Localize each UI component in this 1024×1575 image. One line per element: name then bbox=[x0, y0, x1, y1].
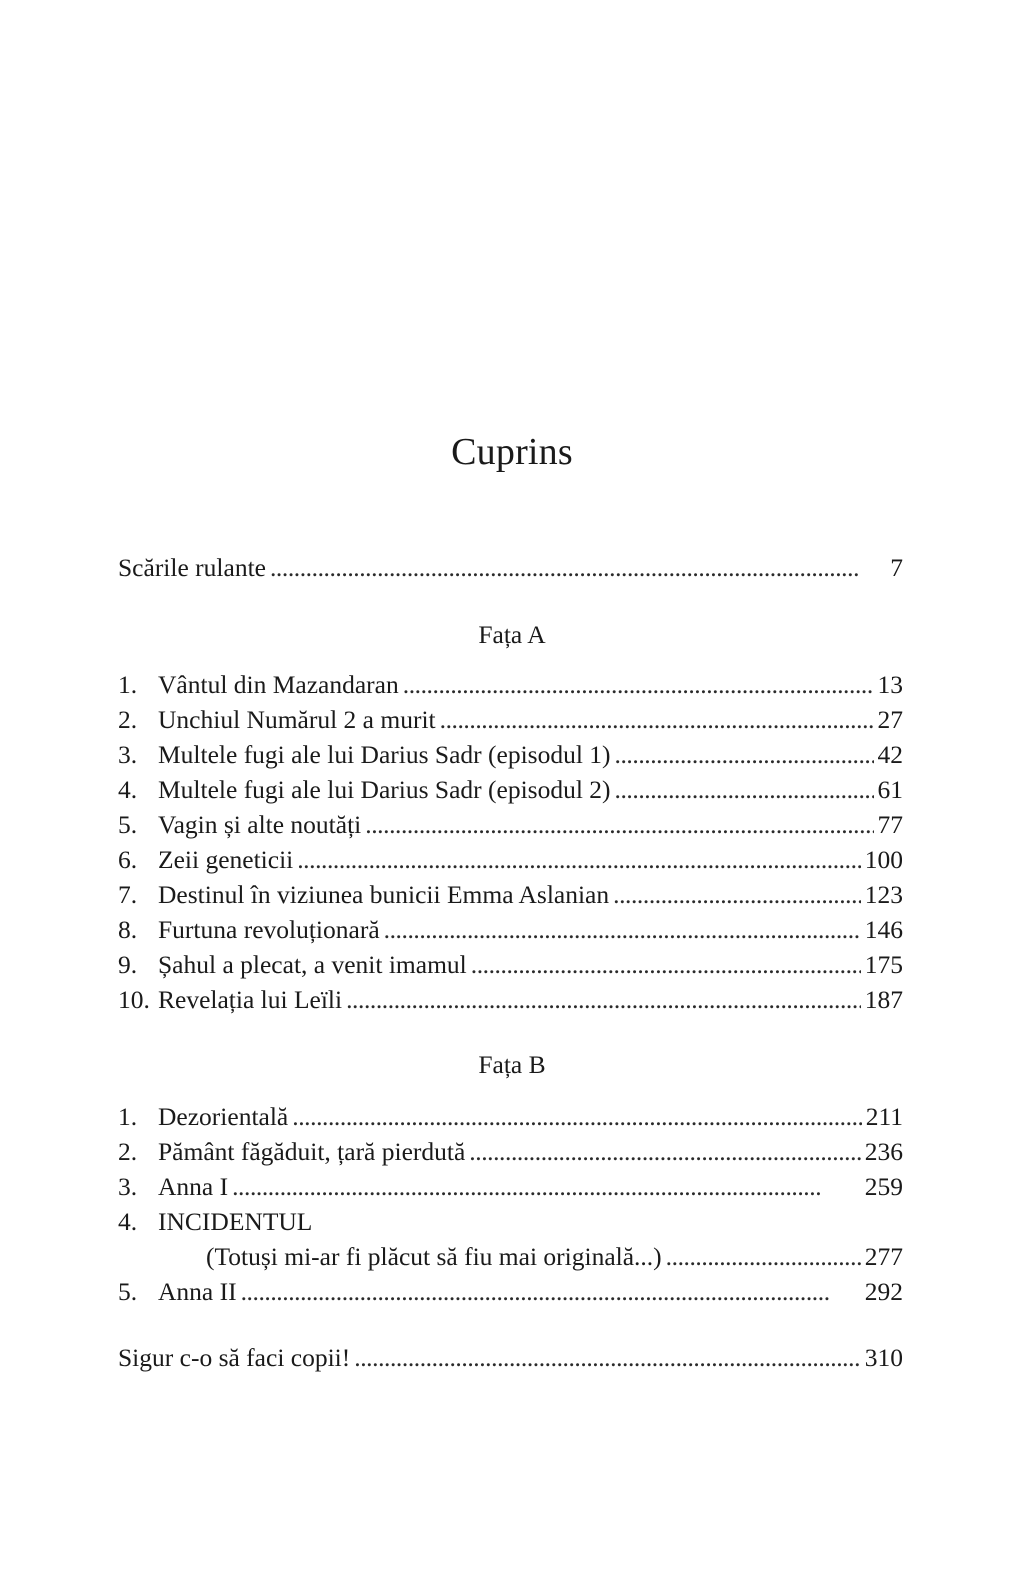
toc-entry-number: 4. bbox=[118, 1207, 138, 1236]
toc-entry-page: 13 bbox=[877, 670, 903, 699]
dot-leader bbox=[292, 1100, 861, 1134]
toc-entry bbox=[118, 1100, 903, 1134]
toc-entry-title: Șahul a plecat, a venit imamul bbox=[158, 950, 467, 979]
toc-entry-title: Pământ făgăduit, țară pierdută bbox=[158, 1137, 466, 1166]
toc-entry-number: 1. bbox=[118, 1102, 138, 1131]
dot-leader bbox=[365, 808, 873, 842]
toc-entry-number: 10. bbox=[118, 985, 150, 1014]
toc-entry-number: 9. bbox=[118, 950, 138, 979]
toc-entry-page: 292 bbox=[864, 1277, 903, 1306]
dot-leader bbox=[232, 1170, 861, 1204]
toc-entry-number: 1. bbox=[118, 670, 138, 699]
dot-leader bbox=[615, 738, 874, 772]
toc-entry-number: 3. bbox=[118, 740, 138, 769]
page-title: Cuprins bbox=[451, 431, 573, 473]
toc-entry-page: 187 bbox=[864, 985, 903, 1014]
dot-leader bbox=[403, 668, 874, 702]
toc-entry bbox=[118, 948, 903, 982]
toc-entry-number: 8. bbox=[118, 915, 138, 944]
dot-leader bbox=[297, 843, 861, 877]
toc-entry-page: 146 bbox=[864, 915, 903, 944]
toc-entry bbox=[118, 913, 903, 947]
toc-entry-page: 27 bbox=[877, 705, 903, 734]
toc-entry-page: 100 bbox=[864, 845, 903, 874]
toc-entry-title: Unchiul Numărul 2 a murit bbox=[158, 705, 436, 734]
dot-leader bbox=[384, 913, 861, 947]
toc-entry-title: Multele fugi ale lui Darius Sadr (episodul 1) bbox=[158, 740, 611, 769]
dot-leader bbox=[469, 1135, 860, 1169]
toc-entry-page: 42 bbox=[877, 740, 903, 769]
toc-entry-title: Anna I bbox=[158, 1172, 229, 1201]
dot-leader bbox=[471, 948, 861, 982]
toc-entry bbox=[118, 878, 903, 912]
toc-entry-title: Dezorientală bbox=[158, 1102, 289, 1131]
toc-entry-page: 236 bbox=[864, 1137, 903, 1166]
dot-leader bbox=[241, 1275, 861, 1309]
toc-entry-outro bbox=[118, 1341, 903, 1375]
toc-entry-title: Destinul în viziunea bunicii Emma Aslanian bbox=[158, 880, 610, 909]
toc-entry-page: 175 bbox=[864, 950, 903, 979]
toc-entry-page: 123 bbox=[864, 880, 903, 909]
dot-leader bbox=[354, 1341, 860, 1375]
toc-entry-number: 5. bbox=[118, 810, 138, 839]
toc-entry-title: Zeii geneticii bbox=[158, 845, 294, 874]
toc-entry-page: 277 bbox=[864, 1242, 903, 1271]
toc-entry-intro bbox=[118, 551, 903, 585]
toc-entry-title: Sigur c-o să faci copii! bbox=[118, 1343, 351, 1372]
dot-leader bbox=[615, 773, 874, 807]
toc-entry-number: 4. bbox=[118, 775, 138, 804]
toc-entry bbox=[118, 1135, 903, 1169]
toc-entry bbox=[118, 843, 903, 877]
toc-entry-number: 7. bbox=[118, 880, 138, 909]
dot-leader bbox=[440, 703, 874, 737]
toc-entry bbox=[118, 738, 903, 772]
toc-entry bbox=[118, 1170, 903, 1204]
toc-entry-page: 61 bbox=[877, 775, 903, 804]
toc-entry-number: 2. bbox=[118, 705, 138, 734]
toc-entry-title: Vagin și alte noutăți bbox=[158, 810, 362, 839]
toc-entry-page: 77 bbox=[877, 810, 903, 839]
toc-entry-title: Vântul din Mazandaran bbox=[158, 670, 399, 699]
toc-entry-page: 7 bbox=[890, 553, 903, 582]
toc-entry bbox=[118, 703, 903, 737]
toc-entry-title: Furtuna revoluționară bbox=[158, 915, 380, 944]
toc-entry-title: (Totuși mi-ar fi plăcut să fiu mai originală...) bbox=[206, 1242, 662, 1271]
toc-entry-number: 3. bbox=[118, 1172, 138, 1201]
dot-leader bbox=[346, 983, 861, 1017]
dot-leader bbox=[270, 551, 886, 585]
toc-entry-number: 6. bbox=[118, 845, 138, 874]
toc-entry-title: Multele fugi ale lui Darius Sadr (episodul 2) bbox=[158, 775, 611, 804]
section-heading-side-a: Fața A bbox=[478, 620, 546, 649]
toc-entry-number: 5. bbox=[118, 1277, 138, 1306]
dot-leader bbox=[613, 878, 861, 912]
toc-entry-page: 310 bbox=[864, 1343, 903, 1372]
toc-entry-page: 259 bbox=[864, 1172, 903, 1201]
toc-entry bbox=[118, 773, 903, 807]
toc-entry-title: Scările rulante bbox=[118, 553, 266, 582]
toc-entry-title: Revelația lui Leïli bbox=[158, 985, 343, 1014]
toc-entry-title: INCIDENTUL bbox=[158, 1207, 313, 1236]
toc-entry-page: 211 bbox=[865, 1102, 903, 1131]
section-heading-side-b: Fața B bbox=[478, 1050, 546, 1079]
toc-entry-title: Anna II bbox=[158, 1277, 237, 1306]
toc-entry-number: 2. bbox=[118, 1137, 138, 1166]
toc-entry bbox=[118, 1275, 903, 1309]
dot-leader bbox=[666, 1240, 861, 1274]
toc-entry-continuation bbox=[118, 1240, 903, 1274]
toc-entry bbox=[118, 1205, 903, 1239]
toc-entry bbox=[118, 668, 903, 702]
toc-entry bbox=[118, 983, 903, 1017]
toc-entry bbox=[118, 808, 903, 842]
